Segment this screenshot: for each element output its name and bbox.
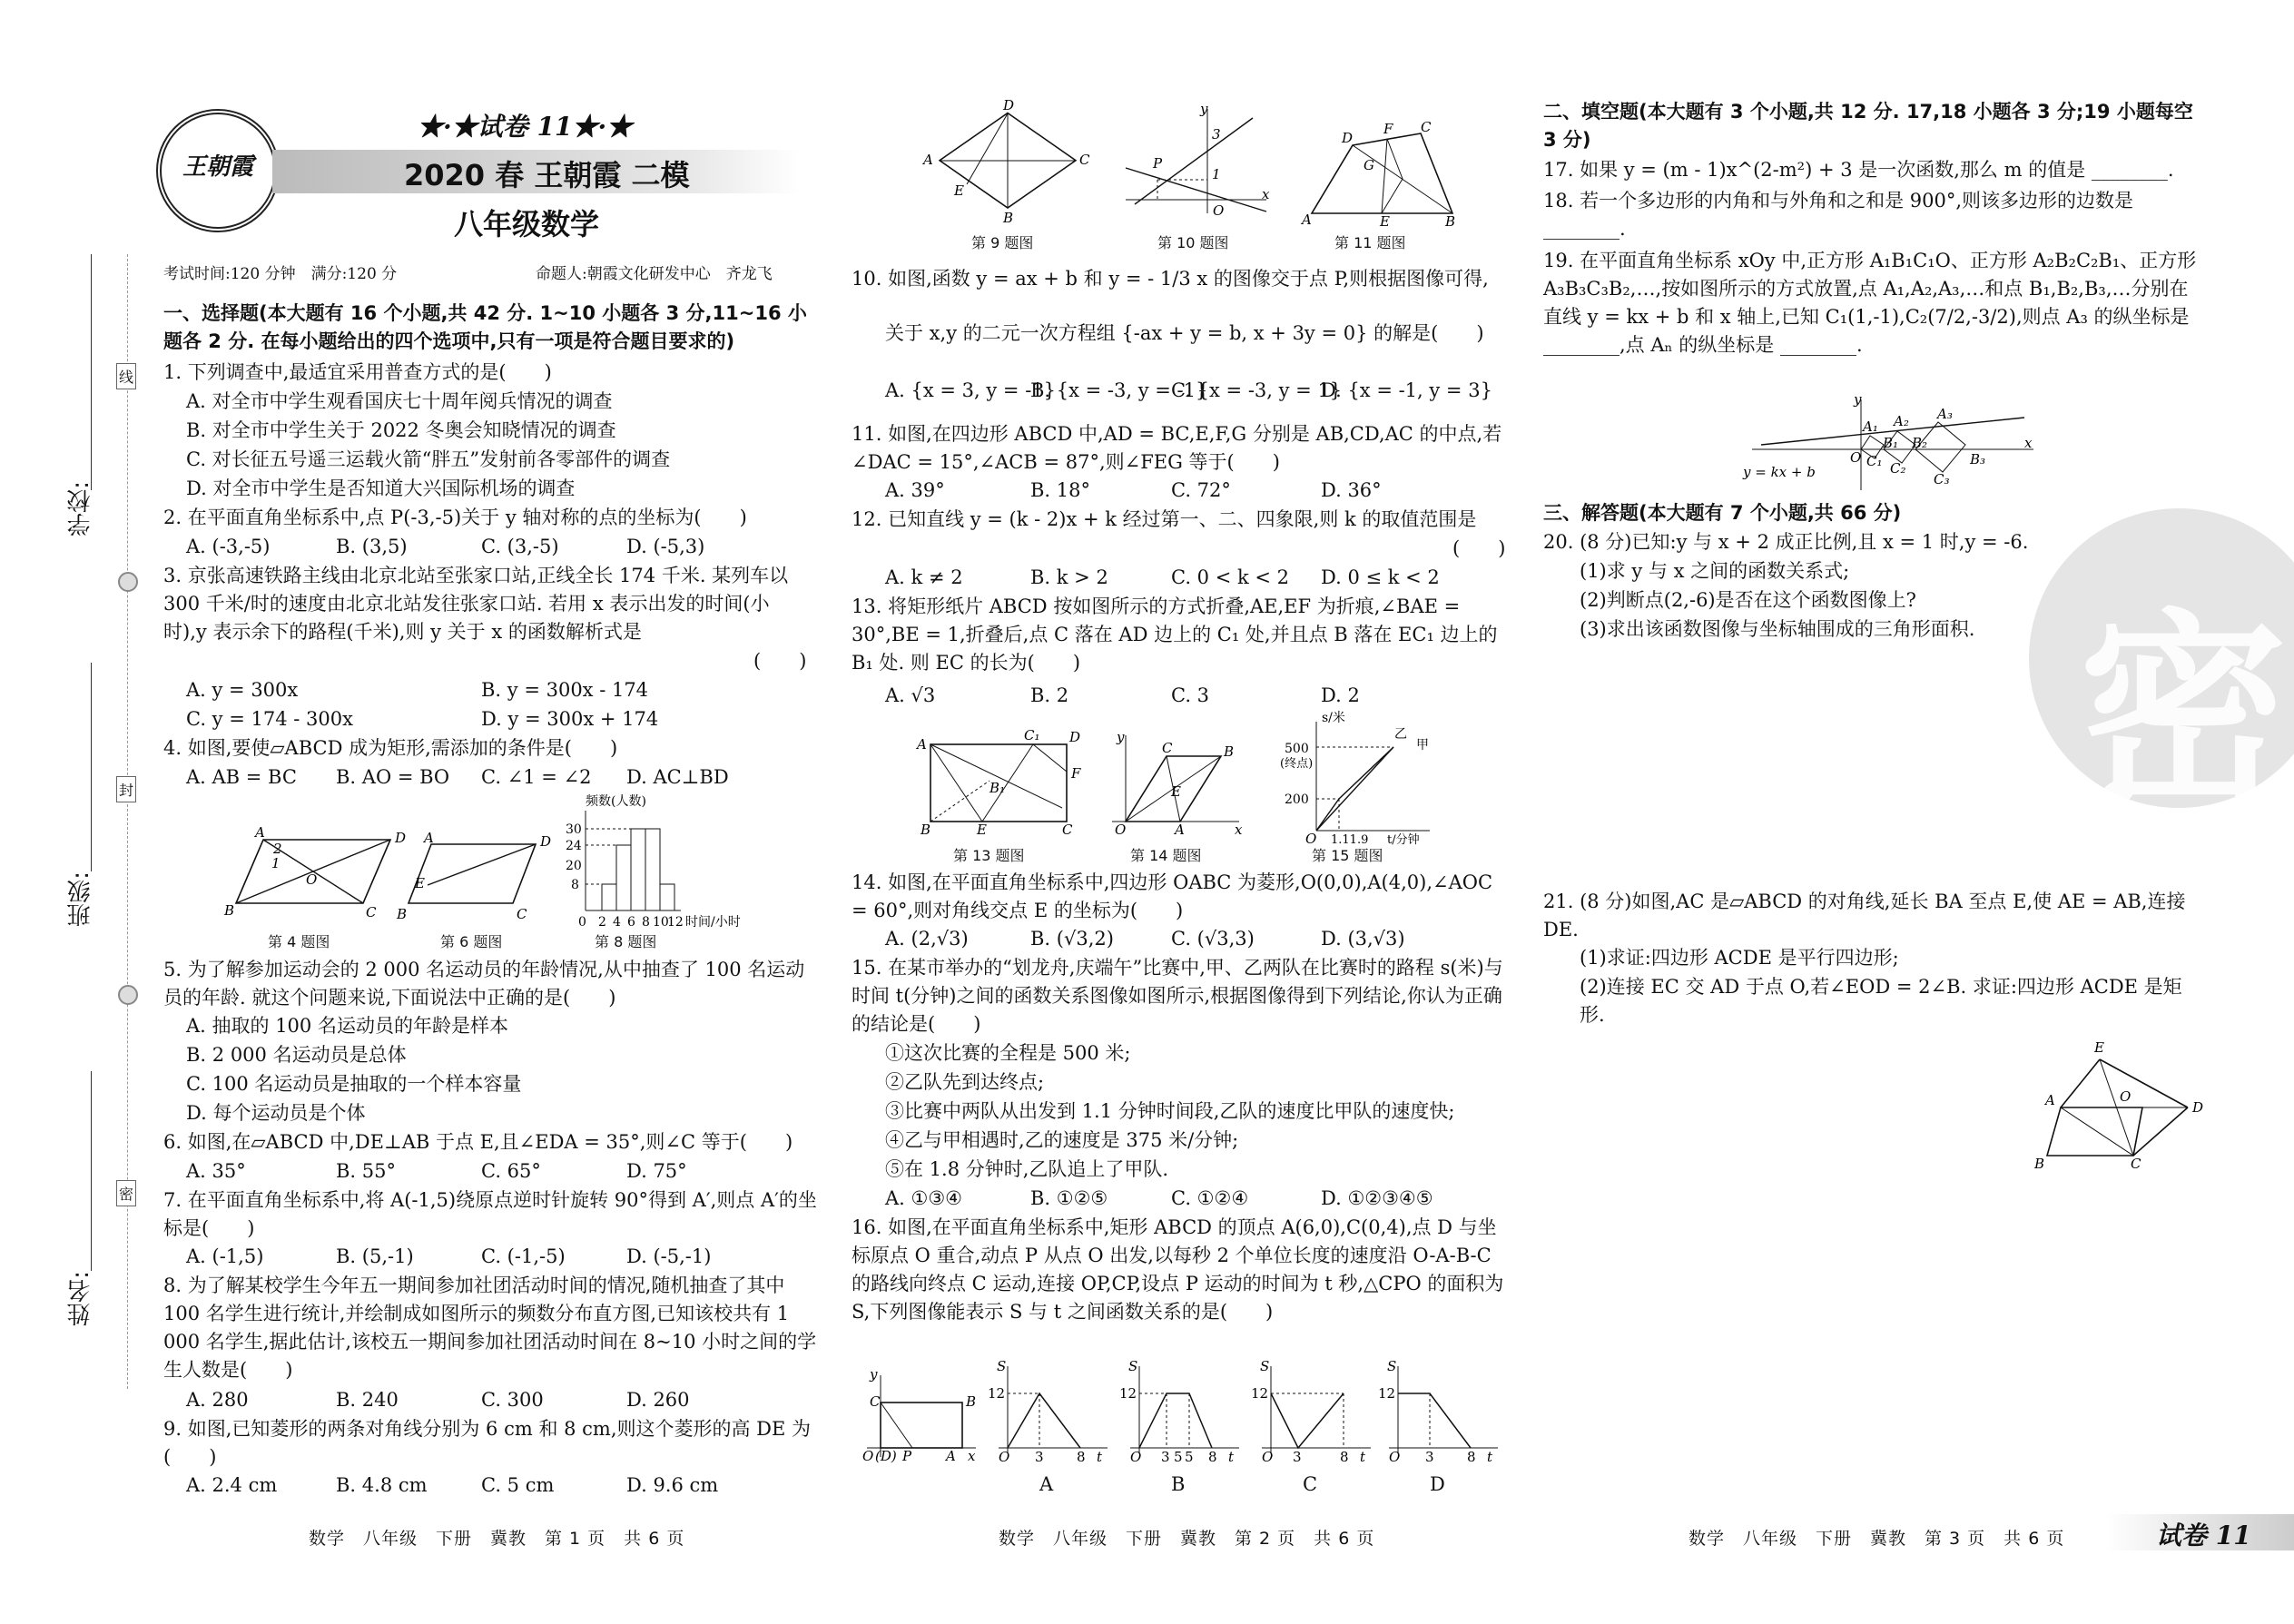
svg-text:3: 3 — [1425, 1449, 1434, 1465]
q9-option-d[interactable]: D. 9.6 cm — [626, 1474, 719, 1496]
school-label: 学校: — [67, 481, 94, 536]
q6-option-a[interactable]: A. 35° — [186, 1160, 246, 1182]
q4-option-c[interactable]: C. ∠1 = ∠2 — [481, 766, 592, 788]
fig8-ylabel: 频数(人数) — [586, 794, 646, 809]
q13-option-b[interactable]: B. 2 — [1030, 684, 1069, 706]
svg-text:0: 0 — [578, 915, 586, 930]
svg-text:D: D — [1069, 729, 1081, 745]
svg-text:8: 8 — [1340, 1449, 1349, 1465]
svg-text:5: 5 — [1174, 1449, 1183, 1465]
svg-text:3: 3 — [1161, 1449, 1170, 1465]
q3-paren: ( ) — [753, 650, 807, 672]
svg-text:E: E — [977, 822, 987, 838]
svg-text:1.11.9: 1.11.9 — [1331, 833, 1369, 847]
svg-text:A₃: A₃ — [1937, 406, 1953, 422]
q8-option-a[interactable]: A. 280 — [186, 1389, 249, 1411]
q21-part-2: (2)连接 EC 交 AD 于点 O,若∠EOD = 2∠B. 求证:四边形 ACDE 是矩形. — [1580, 976, 2182, 1026]
q15-statement-1: ①这次比赛的全程是 500 米; — [885, 1042, 1131, 1064]
question-7: 7. 在平面直角坐标系中,将 A(-1,5)绕原点逆时针旋转 90°得到 A′,则点 A′的坐标是( ) — [163, 1189, 817, 1239]
footer-exam-tag: 试卷 11 — [2156, 1521, 2251, 1550]
figure-15-caption: 第 15 题图 — [1312, 847, 1383, 864]
svg-text:B₂: B₂ — [1912, 435, 1928, 451]
class-blank[interactable] — [91, 663, 93, 871]
svg-text:2: 2 — [273, 841, 282, 857]
svg-text:E: E — [954, 182, 964, 199]
svg-text:A: A — [923, 152, 933, 168]
svg-text:C: C — [1079, 152, 1090, 168]
svg-text:30: 30 — [566, 822, 582, 837]
q2-option-a[interactable]: A. (-3,-5) — [186, 536, 271, 557]
svg-text:C: C — [2131, 1156, 2141, 1172]
svg-text:y: y — [870, 1366, 878, 1383]
q7-option-d[interactable]: D. (-5,-1) — [626, 1245, 712, 1267]
svg-text:C: C — [1421, 119, 1432, 135]
q3-option-d[interactable]: D. y = 300x + 174 — [481, 708, 659, 730]
svg-text:O: O — [1262, 1449, 1274, 1465]
q15-statement-4: ④乙与甲相遇时,乙的速度是 375 米/分钟; — [885, 1129, 1239, 1151]
svg-text:12: 12 — [1251, 1385, 1269, 1402]
q20-part-1: (1)求 y 与 x 之间的函数关系式; — [1580, 560, 1850, 582]
q3-option-a[interactable]: A. y = 300x — [186, 679, 299, 701]
svg-text:A: A — [1175, 822, 1185, 838]
question-11: 11. 如图,在四边形 ABCD 中,AD = BC,E,F,G 分别是 AB,CD,AC 的中点,若∠DAC = 15°,∠ACB = 87°,则∠FEG 等于( ) — [852, 423, 1502, 473]
svg-text:O: O — [1305, 831, 1317, 847]
svg-text:E: E — [415, 875, 425, 891]
q20-part-3: (3)求出该函数图像与坐标轴围成的三角形面积. — [1580, 618, 1975, 640]
footer-page-3: 数学 八年级 下册 冀教 第 3 页 共 6 页 — [1689, 1529, 2065, 1549]
figure-10 — [1117, 101, 1271, 222]
svg-text:12: 12 — [1119, 1385, 1137, 1402]
svg-text:y: y — [1117, 729, 1125, 745]
svg-text:t: t — [1360, 1449, 1366, 1465]
binding-line — [127, 254, 128, 1389]
svg-text:(终点): (终点) — [1280, 757, 1314, 771]
svg-text:C₁: C₁ — [1866, 453, 1883, 469]
svg-text:B: B — [2034, 1156, 2045, 1172]
svg-text:A: A — [946, 1448, 956, 1464]
footer-page-1: 数学 八年级 下册 冀教 第 1 页 共 6 页 — [309, 1529, 685, 1549]
q16-label-a[interactable]: A — [1039, 1473, 1054, 1495]
q16-label-b[interactable]: B — [1171, 1473, 1186, 1495]
logo-text: 王朝霞 — [182, 153, 253, 181]
q13-option-d[interactable]: D. 2 — [1321, 684, 1360, 706]
svg-text:t: t — [1097, 1449, 1103, 1465]
svg-text:B: B — [1445, 213, 1456, 230]
q16-graph-c — [1251, 1358, 1380, 1465]
q6-option-b[interactable]: B. 55° — [336, 1160, 397, 1182]
svg-text:12: 12 — [1378, 1385, 1396, 1402]
q11-option-b[interactable]: B. 18° — [1030, 479, 1091, 501]
figure-4-caption: 第 4 题图 — [268, 933, 330, 950]
svg-text:12: 12 — [988, 1385, 1006, 1402]
q6-option-c[interactable]: C. 65° — [481, 1160, 541, 1182]
svg-text:t/分钟: t/分钟 — [1387, 833, 1420, 847]
q16-graph-d — [1378, 1358, 1507, 1465]
question-15: 15. 在某市举办的“划龙舟,庆端午”比赛中,甲、乙两队在比赛时的路程 s(米)与时间 t(分钟)之间的函数关系图像如图所示,根据图像得到下列结论,你认为正确的结论是( ) — [852, 957, 1503, 1035]
q9-option-c[interactable]: C. 5 cm — [481, 1474, 555, 1496]
svg-text:A₁: A₁ — [1863, 418, 1878, 435]
svg-text:O: O — [1213, 202, 1225, 219]
svg-text:24: 24 — [566, 839, 582, 853]
figure-14-caption: 第 14 题图 — [1130, 847, 1202, 864]
svg-text:O: O — [862, 1448, 874, 1464]
svg-text:F: F — [1383, 121, 1393, 137]
svg-text:y: y — [1200, 101, 1208, 117]
question-5: 5. 为了解参加运动会的 2 000 名运动员的年龄情况,从中抽查了 100 名运动员的年龄. 就这个问题来说,下面说法中正确的是( ) — [163, 959, 805, 1009]
figure-19 — [1743, 391, 2043, 495]
svg-text:12: 12 — [667, 915, 684, 930]
svg-text:(D): (D) — [875, 1448, 897, 1464]
svg-text:6: 6 — [627, 915, 635, 930]
q7-option-b[interactable]: B. (5,-1) — [336, 1245, 414, 1267]
svg-text:A: A — [1302, 212, 1312, 228]
svg-text:O: O — [1850, 449, 1862, 466]
question-13: 13. 将矩形纸片 ABCD 按如图所示的方式折叠,AE,EF 为折痕,∠BAE = 30°,BE = 1,折叠后,点 C 落在 AD 边上的 C₁ 处,并且点 B 落在 EC₁ 边上的 B₁ 处. 则 EC 的长为( ) — [852, 595, 1498, 674]
q21-part-1: (1)求证:四边形 ACDE 是平行四边形; — [1580, 947, 1899, 969]
figure-11 — [1302, 119, 1462, 230]
q14-option-b[interactable]: B. (√3,2) — [1030, 928, 1114, 950]
figure-9-caption: 第 9 题图 — [971, 234, 1034, 251]
svg-text:E: E — [1171, 783, 1181, 800]
q15-option-a[interactable]: A. ①③④ — [885, 1187, 962, 1209]
q3-option-b[interactable]: B. y = 300x - 174 — [481, 679, 649, 701]
fig19-line-label: y = kx + b — [1743, 464, 1816, 480]
section-2-heading: 二、填空题(本大题有 3 个小题,共 12 分. 17,18 小题各 3 分;19 小题每空 3 分) — [1543, 101, 2193, 151]
question-21: 21. (8 分)如图,AC 是▱ABCD 的对角线,延长 BA 至点 E,使 AE = AB,连接 DE. — [1543, 891, 2186, 940]
q10-option-d[interactable]: D. {x = -1, y = 3} — [1321, 379, 1492, 401]
page-title: 2020 春 王朝霞 二模 — [404, 158, 690, 192]
figure-10-caption: 第 10 题图 — [1157, 234, 1229, 251]
svg-text:t: t — [1487, 1449, 1493, 1465]
q11-option-d[interactable]: D. 36° — [1321, 479, 1382, 501]
q15-option-d[interactable]: D. ①②③④⑤ — [1321, 1187, 1433, 1209]
svg-text:C: C — [517, 906, 527, 922]
q2-option-d[interactable]: D. (-5,3) — [626, 536, 705, 557]
svg-text:B: B — [1224, 743, 1235, 760]
svg-text:P: P — [902, 1448, 912, 1464]
svg-text:x: x — [2024, 435, 2033, 451]
q16-label-d[interactable]: D — [1430, 1473, 1445, 1495]
figure-4 — [222, 824, 407, 920]
figure-13 — [917, 727, 1081, 838]
q11-option-a[interactable]: A. 39° — [885, 479, 945, 501]
q15-statement-5: ⑤在 1.8 分钟时,乙队追上了甲队. — [885, 1158, 1169, 1180]
svg-text:C: C — [870, 1393, 881, 1410]
svg-text:S: S — [997, 1358, 1007, 1374]
q7-option-c[interactable]: C. (-1,-5) — [481, 1245, 566, 1267]
svg-text:时间/小时: 时间/小时 — [685, 915, 741, 930]
q14-option-d[interactable]: D. (3,√3) — [1321, 928, 1405, 950]
exam-info: 考试时间:120 分钟 满分:120 分 — [163, 265, 398, 283]
svg-text:3: 3 — [1212, 126, 1221, 143]
figure-8-histogram — [558, 794, 812, 930]
svg-text:B: B — [921, 822, 931, 838]
q3-option-c[interactable]: C. y = 174 - 300x — [186, 708, 353, 730]
svg-text:B: B — [966, 1393, 977, 1410]
q13-option-a[interactable]: A. √3 — [885, 684, 936, 706]
svg-text:1: 1 — [1212, 166, 1221, 182]
series-label: ★·★试卷 11★·★ — [418, 112, 633, 142]
q1-option-a[interactable]: A. 对全市中学生观看国庆七十周年阅兵情况的调查 — [186, 390, 613, 412]
question-10-line1: 10. 如图,函数 y = ax + b 和 y = - 1/3 x 的图像交于点 P,则根据图像可得, — [852, 268, 1489, 290]
q20-part-2: (2)判断点(2,-6)是否在这个函数图像上? — [1580, 589, 1916, 611]
svg-text:D: D — [395, 830, 407, 846]
q6-option-d[interactable]: D. 75° — [626, 1160, 687, 1182]
svg-text:C: C — [1162, 740, 1173, 756]
section-3-heading: 三、解答题(本大题有 7 个小题,共 66 分) — [1543, 502, 1902, 524]
question-1: 1. 下列调查中,最适宜采用普查方式的是( ) — [163, 361, 552, 383]
question-17: 17. 如果 y = (m - 1)x^(2-m²) + 3 是一次函数,那么 m 的值是 ________. — [1543, 159, 2174, 181]
svg-text:y: y — [1854, 391, 1862, 408]
svg-text:20: 20 — [566, 859, 582, 873]
q20-answer-area[interactable] — [1543, 649, 2179, 885]
q16-label-c[interactable]: C — [1303, 1473, 1318, 1495]
q13-option-c[interactable]: C. 3 — [1171, 684, 1210, 706]
svg-text:x: x — [968, 1448, 976, 1464]
svg-text:D: D — [540, 833, 552, 850]
q12-option-d[interactable]: D. 0 ≤ k < 2 — [1321, 566, 1440, 588]
svg-text:A: A — [255, 824, 265, 841]
q5-option-c[interactable]: C. 100 名运动员是抽取的一个样本容量 — [186, 1073, 522, 1095]
q15-statement-2: ②乙队先到达终点; — [885, 1071, 1045, 1093]
q12-paren: ( ) — [1452, 537, 1506, 559]
q15-statement-3: ③比赛中两队从出发到 1.1 分钟时间段,乙队的速度比甲队的速度快; — [885, 1100, 1455, 1122]
seal-mark-seal: 封 — [116, 776, 136, 802]
svg-text:C₂: C₂ — [1890, 460, 1906, 477]
q10-option-a[interactable]: A. {x = 3, y = -1} — [885, 379, 1057, 401]
svg-text:10: 10 — [653, 915, 669, 930]
svg-text:C: C — [1062, 822, 1073, 838]
q11-option-c[interactable]: C. 72° — [1171, 479, 1231, 501]
q8-option-c[interactable]: C. 300 — [481, 1389, 544, 1411]
section-1-heading: 一、选择题(本大题有 16 个小题,共 42 分. 1~10 小题各 3 分,11~16 小题各 2 分. 在每小题给出的四个选项中,只有一项是符合题目要求的) — [163, 302, 807, 352]
figure-6-caption: 第 6 题图 — [440, 933, 503, 950]
svg-text:s/米: s/米 — [1322, 711, 1345, 725]
q10-option-b[interactable]: B. {x = -3, y = -1} — [1030, 379, 1208, 401]
svg-text:2: 2 — [598, 915, 606, 930]
q8-option-d[interactable]: D. 260 — [626, 1389, 690, 1411]
svg-text:E: E — [1380, 213, 1390, 230]
author-info: 命题人:朝霞文化研发中心 齐龙飞 — [536, 265, 773, 283]
svg-text:C: C — [366, 904, 377, 920]
svg-text:8: 8 — [642, 915, 650, 930]
svg-text:B: B — [397, 906, 408, 922]
svg-text:x: x — [1262, 186, 1270, 202]
binding-hole-icon — [118, 572, 138, 592]
svg-text:O: O — [999, 1449, 1010, 1465]
q4-option-d[interactable]: D. AC⊥BD — [626, 766, 729, 788]
svg-text:x: x — [1235, 822, 1243, 838]
question-18: 18. 若一个多边形的内角和与外角和之和是 900°,则该多边形的边数是 ________. — [1543, 190, 2134, 240]
question-14: 14. 如图,在平面直角坐标系中,四边形 OABC 为菱形,O(0,0),A(4,0),∠AOC = 60°,则对角线交点 E 的坐标为( ) — [852, 871, 1493, 921]
q16-graph-b — [1119, 1358, 1248, 1465]
svg-text:O: O — [306, 871, 318, 888]
svg-text:8: 8 — [1208, 1449, 1217, 1465]
svg-text:B₃: B₃ — [1970, 451, 1986, 468]
question-3: 3. 京张高速铁路主线由北京北站至张家口站,正线全长 174 千米. 某列车以 300 千米/时的速度由北京北站发往张家口站. 若用 x 表示出发的时间(小时),y 表示余下的路程(千米),则 y 关于 x 的函数解析式是 — [163, 565, 789, 643]
question-10-line2: 关于 x,y 的二元一次方程组 {-ax + y = b, x + 3y = 0} 的解是( ) — [885, 322, 1484, 344]
svg-text:O: O — [2120, 1088, 2132, 1105]
q4-option-a[interactable]: A. AB = BC — [186, 766, 297, 788]
svg-text:D: D — [1003, 97, 1015, 113]
svg-text:3: 3 — [1293, 1449, 1302, 1465]
svg-text:D: D — [1342, 130, 1354, 146]
q12-option-c[interactable]: C. 0 < k < 2 — [1171, 566, 1290, 588]
name-label: 姓名: — [67, 1271, 94, 1326]
question-6: 6. 如图,在▱ABCD 中,DE⊥AB 于点 E,且∠EDA = 35°,则∠C 等于( ) — [163, 1131, 793, 1153]
q14-option-c[interactable]: C. (√3,3) — [1171, 928, 1255, 950]
seal-mark-secret: 密 — [116, 1180, 136, 1206]
svg-text:8: 8 — [571, 878, 579, 892]
q5-option-d[interactable]: D. 每个运动员是个体 — [186, 1102, 366, 1124]
q10-option-c[interactable]: C. {x = -3, y = 1} — [1171, 379, 1343, 401]
figure-14 — [1108, 729, 1244, 838]
name-blank[interactable] — [91, 1071, 93, 1271]
q15-option-b[interactable]: B. ①②⑤ — [1030, 1187, 1108, 1209]
svg-text:3: 3 — [1035, 1449, 1044, 1465]
svg-text:D: D — [2192, 1099, 2204, 1116]
svg-text:C₃: C₃ — [1934, 471, 1950, 487]
figure-6 — [397, 830, 552, 922]
svg-text:O: O — [1130, 1449, 1142, 1465]
svg-text:A: A — [424, 830, 434, 846]
svg-text:8: 8 — [1467, 1449, 1476, 1465]
q12-option-b[interactable]: B. k > 2 — [1030, 566, 1108, 588]
svg-text:S: S — [1128, 1358, 1138, 1374]
svg-text:S: S — [1260, 1358, 1270, 1374]
svg-text:F: F — [1071, 765, 1081, 782]
watermark-text: 密 — [2079, 593, 2289, 835]
figure-13-caption: 第 13 题图 — [953, 847, 1025, 864]
svg-text:4: 4 — [613, 915, 621, 930]
q5-option-b[interactable]: B. 2 000 名运动员是总体 — [186, 1044, 407, 1066]
svg-text:甲: 甲 — [1416, 738, 1429, 753]
svg-text:A: A — [2045, 1092, 2055, 1108]
svg-text:O: O — [1389, 1449, 1401, 1465]
svg-text:G: G — [1364, 157, 1374, 173]
q9-option-b[interactable]: B. 4.8 cm — [336, 1474, 428, 1496]
figure-21 — [2029, 1039, 2210, 1172]
class-label: 班级: — [67, 871, 94, 927]
svg-text:t: t — [1228, 1449, 1235, 1465]
q9-option-a[interactable]: A. 2.4 cm — [186, 1474, 278, 1496]
svg-text:C₁: C₁ — [1024, 727, 1040, 743]
svg-text:8: 8 — [1077, 1449, 1086, 1465]
svg-text:B: B — [1003, 210, 1014, 226]
figure-11-caption: 第 11 题图 — [1334, 234, 1406, 251]
question-16: 16. 如图,在平面直角坐标系中,矩形 ABCD 的顶点 A(6,0),C(0,4),点 D 与坐标原点 O 重合,动点 P 从点 O 出发,以每秒 2 个单位长度的速度沿 O-A-B-C 的路线向终点 C 运动,连接 OP,CP,设点 P 运动的时间为 t 秒,△CPO 的面积为 S,下列图像能表示 S 与 t 之间函数关系的是( ) — [852, 1216, 1504, 1323]
question-4: 4. 如图,要使▱ABCD 成为矩形,需添加的条件是( ) — [163, 737, 618, 759]
seal-mark-line: 线 — [116, 363, 136, 389]
q7-option-a[interactable]: A. (-1,5) — [186, 1245, 264, 1267]
binding-hole-icon — [118, 985, 138, 1005]
question-9: 9. 如图,已知菱形的两条对角线分别为 6 cm 和 8 cm,则这个菱形的高 DE 为( ) — [163, 1418, 812, 1468]
q1-option-d[interactable]: D. 对全市中学生是否知道大兴国际机场的调查 — [186, 477, 576, 499]
question-2: 2. 在平面直角坐标系中,点 P(-3,-5)关于 y 轴对称的点的坐标为( ) — [163, 507, 747, 528]
svg-text:B₁: B₁ — [1883, 435, 1899, 451]
q12-option-a[interactable]: A. k ≠ 2 — [885, 566, 963, 588]
figure-15 — [1280, 711, 1434, 847]
footer-page-2: 数学 八年级 下册 冀教 第 2 页 共 6 页 — [999, 1529, 1375, 1549]
svg-text:5: 5 — [1185, 1449, 1194, 1465]
svg-text:200: 200 — [1285, 792, 1309, 807]
svg-text:1: 1 — [271, 855, 281, 871]
svg-text:S: S — [1387, 1358, 1397, 1374]
svg-text:500: 500 — [1285, 742, 1309, 756]
svg-text:E: E — [2094, 1039, 2104, 1056]
q4-option-b[interactable]: B. AO = BO — [336, 766, 450, 788]
q8-option-b[interactable]: B. 240 — [336, 1389, 399, 1411]
svg-text:乙: 乙 — [1394, 727, 1407, 742]
question-20: 20. (8 分)已知:y 与 x + 2 成正比例,且 x = 1 时,y = -6. — [1543, 531, 2029, 553]
svg-text:B₁: B₁ — [989, 780, 1006, 796]
question-19: 19. 在平面直角坐标系 xOy 中,正方形 A₁B₁C₁O、正方形 A₂B₂C₂B₁、正方形 A₃B₃C₃B₂,…,按如图所示的方式放置,点 A₁,A₂,A₃,…和点 B₁,B₂,B₃,…分别在直线 y = kx + b 和 x 轴上,已知 C₁(1,-1),C₂(7/2,-3/2),则点 A₃ 的纵坐标是 ________,点 Aₙ 的纵坐标是 ________. — [1543, 250, 2197, 356]
subject-title: 八年级数学 — [454, 207, 600, 241]
svg-text:A: A — [917, 736, 927, 753]
q5-option-a[interactable]: A. 抽取的 100 名运动员的年龄是样本 — [186, 1015, 508, 1037]
question-12: 12. 已知直线 y = (k - 2)x + k 经过第一、二、四象限,则 k 的取值范围是 — [852, 508, 1477, 530]
figure-8-caption: 第 8 题图 — [595, 933, 657, 950]
svg-text:O: O — [1115, 822, 1127, 838]
q14-option-a[interactable]: A. (2,√3) — [885, 928, 969, 950]
q1-option-b[interactable]: B. 对全市中学生关于 2022 冬奥会知晓情况的调查 — [186, 419, 616, 441]
q16-graph-a — [988, 1358, 1117, 1465]
q15-option-c[interactable]: C. ①②④ — [1171, 1187, 1249, 1209]
svg-text:B: B — [224, 902, 235, 919]
school-blank[interactable] — [91, 254, 93, 490]
figure-16-rectangle — [862, 1366, 980, 1462]
q2-option-c[interactable]: C. (3,-5) — [481, 536, 559, 557]
figure-9 — [923, 97, 1090, 226]
question-8: 8. 为了解某校学生今年五一期间参加社团活动时间的情况,随机抽查了其中 100 名学生进行统计,并绘制成如图所示的频数分布直方图,已知该校共有 1 000 名学生,据此估计,该校五一期间参加社团活动时间在 8~10 小时之间的学生人数是( ) — [163, 1275, 817, 1381]
q2-option-b[interactable]: B. (3,5) — [336, 536, 408, 557]
svg-text:P: P — [1153, 155, 1163, 172]
q1-option-c[interactable]: C. 对长征五号遥三运载火箭“胖五”发射前各零部件的调查 — [186, 448, 671, 470]
svg-text:A₂: A₂ — [1894, 413, 1909, 429]
